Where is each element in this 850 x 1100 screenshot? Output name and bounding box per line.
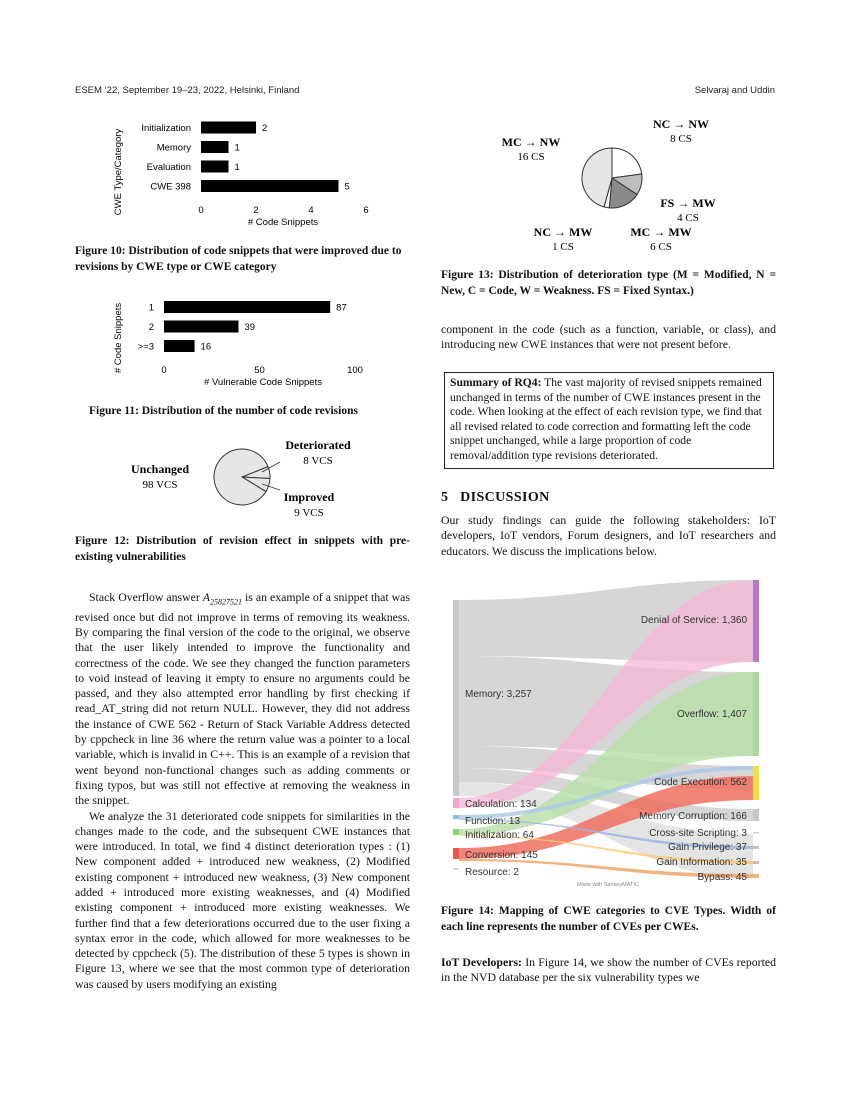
fig12-value-improved: 9 VCS	[294, 507, 324, 519]
left-column-text	[75, 590, 410, 992]
figure-12-pie	[110, 432, 370, 524]
summary-rq4-box	[444, 372, 774, 469]
fig14-target-node	[753, 861, 759, 864]
fig10-value-label: 1	[234, 142, 240, 154]
fig11-bar	[164, 321, 238, 333]
fig11-category-label: 2	[148, 322, 154, 333]
fig14-target-node	[753, 809, 759, 821]
fig13-slice-value: 16 CS	[517, 151, 545, 163]
paragraph-stack-overflow-example	[75, 590, 410, 809]
fig14-target-label: Code Execution: 562	[654, 777, 747, 788]
p1-after: is an example of a snippet that was revised once but did not improve in terms of removing its weakness. By comparing the final version of the code to the original, we observe that the user likely intended to improve the functionality and correctness of the code. We see they changed the function parameters to void instead of leaving it empty to ensure no arguments could be passed, and they also attempted error handling by first checking if read_AT_string did not return NULL. However, they did not address the instance of CWE 562 - Return of Stack Variable Address detected by cppcheck in line 36 where the return value was a pointer to a local variable, which is invalid in C++. This is an example of a revision that went beyond non-functional changes such as adding comments or fixing typos, but was still not effective at removing the weakness in the snippet.	[75, 590, 411, 808]
fig14-target-label: Bypass: 45	[697, 872, 747, 883]
fig10-category-label: CWE 398	[150, 181, 191, 193]
fig12-value-deteriorated: 8 VCS	[303, 455, 333, 467]
fig10-value-label: 1	[234, 162, 240, 173]
figure-10-caption: Figure 10: Distribution of code snippets that were improved due to revisions by CWE type or CWE category	[75, 245, 402, 273]
running-header-left: ESEM ’22, September 19–23, 2022, Helsinki, Finland	[75, 85, 300, 96]
fig11-category-label: >=3	[137, 341, 154, 353]
fig13-slice-value: 1 CS	[552, 241, 574, 253]
figure-14-sankey	[453, 578, 768, 890]
fig13-slice	[612, 148, 642, 178]
fig14-target-label: Gain Information: 35	[656, 857, 747, 868]
figure-11-chart	[75, 292, 415, 390]
fig10-bar	[201, 180, 339, 192]
fig12-label-improved: Improved	[283, 490, 335, 504]
fig11-y-axis-label: # Code Snippets	[113, 302, 124, 374]
fig14-target-node	[753, 846, 759, 849]
answer-ref	[202, 590, 242, 607]
fig11-category-label: 1	[148, 302, 154, 314]
fig10-tick-label: 4	[308, 205, 314, 216]
figure-14-caption: Figure 14: Mapping of CWE categories to CVE Types. Width of each line represents the number of CVEs per CWEs.	[441, 905, 776, 933]
fig10-tick-label: 0	[198, 205, 204, 216]
fig12-label-deteriorated: Deteriorated	[285, 438, 351, 452]
fig13-slice-label: NC → NW	[653, 117, 709, 131]
iot-developers-paragraph	[441, 955, 776, 986]
fig14-source-label: Initialization: 64	[465, 830, 534, 841]
fig14-target-label: Cross-site Scripting: 3	[649, 828, 747, 839]
fig11-bar	[164, 340, 195, 352]
fig12-label-unchanged: Unchanged	[130, 462, 190, 476]
fig10-category-label: Evaluation	[146, 162, 191, 173]
fig14-target-node	[753, 832, 759, 834]
fig10-category-label: Initialization	[141, 123, 191, 134]
fig10-category-label: Memory	[156, 142, 191, 154]
fig11-bar	[164, 301, 330, 313]
right-column-continuation: component in the code (such as a function, variable, or class), and introducing new CWE instances that were not present before.	[441, 322, 776, 352]
fig14-source-node	[453, 868, 459, 870]
fig12-value-unchanged: 98 VCS	[142, 479, 178, 491]
fig13-slice-label: MC → NW	[501, 135, 561, 149]
fig14-source-node	[453, 600, 459, 796]
figure-13-pie	[490, 112, 730, 254]
iot-developers-label: IoT Developers:	[441, 955, 522, 969]
fig14-target-label: Denial of Service: 1,360	[640, 615, 747, 626]
section-number: 5	[441, 490, 449, 505]
answer-ref-letter: A	[202, 590, 210, 604]
fig10-value-label: 5	[344, 181, 350, 193]
summary-label: Summary of RQ4:	[450, 376, 542, 389]
fig10-y-axis-label: CWE Type/Category	[113, 128, 124, 216]
fig10-bar	[201, 161, 229, 173]
fig14-source-label: Memory: 3,257	[465, 689, 532, 700]
fig11-value-label: 16	[200, 341, 212, 353]
fig14-target-node	[753, 672, 759, 756]
answer-ref-id: 25827521	[210, 597, 242, 607]
p1-before: Stack Overflow answer	[89, 590, 203, 604]
fig10-bar	[201, 122, 256, 134]
fig14-target-label: Memory Corruption: 166	[639, 811, 747, 822]
fig10-bar	[201, 141, 229, 153]
fig11-tick-label: 100	[347, 365, 363, 376]
fig11-value-label: 39	[244, 322, 256, 333]
section-title: DISCUSSION	[460, 490, 550, 505]
fig10-tick-label: 6	[363, 205, 369, 216]
figure-12-caption: Figure 12: Distribution of revision effect in snippets with pre-existing vulnerabilities	[75, 535, 410, 563]
fig14-source-label: Resource: 2	[465, 867, 519, 878]
fig13-slice-value: 8 CS	[670, 133, 692, 145]
section-heading	[441, 490, 550, 506]
figure-13-caption: Figure 13: Distribution of deterioration type (M = Modified, N = New, C = Code, W = Weakness. FS = Fixed Syntax.)	[441, 269, 776, 297]
fig14-target-label: Gain Privilege: 37	[668, 842, 747, 853]
fig10-x-axis-label: # Code Snippets	[247, 217, 319, 228]
fig14-target-node	[753, 766, 759, 800]
fig11-tick-label: 0	[161, 365, 167, 376]
fig13-slice-value: 4 CS	[677, 212, 699, 224]
fig13-slice-value: 6 CS	[650, 241, 672, 253]
fig13-slice-label: NC → MW	[533, 225, 593, 239]
fig10-tick-label: 2	[253, 205, 259, 216]
fig14-source-node	[453, 798, 459, 808]
discussion-intro: Our study findings can guide the following stakeholders: IoT developers, IoT vendors, Forum designers, and IoT researchers and educators. We discuss the implications below.	[441, 513, 776, 558]
fig14-target-label: Overflow: 1,407	[676, 709, 747, 720]
fig11-tick-label: 50	[254, 365, 265, 376]
fig14-target-node	[753, 580, 759, 662]
fig13-slice-label: FS → MW	[660, 196, 716, 210]
fig11-x-axis-label: # Vulnerable Code Snippets	[204, 377, 322, 388]
fig14-source-node	[453, 815, 459, 819]
fig14-source-label: Conversion: 145	[465, 850, 538, 861]
fig14-source-label: Function: 13	[465, 816, 521, 827]
figure-11-caption: Figure 11: Distribution of the number of code revisions	[89, 405, 358, 417]
fig14-target-node	[753, 874, 759, 878]
paragraph-deterioration-analysis: We analyze the 31 deteriorated code snippets for similarities in the changes made to the code, and the subsequent CWE instances that were introduced. In total, we find 4 distinct deterioration types : (1) New component added + introduced new weakness, (2) Modified existing component + introduced new weakness, (3) New component added + introduced more existing weaknesses, and (4) Modified existing component + introduced more existing weaknesses. We further find that a few deteriorations occurred due to the user fixing a syntax error in the code, which allowed for more weaknesses to be detected by cppcheck (5). The distribution of these 5 types is shown in Figure 13, where we see that the most common type of deterioration was caused by users modifying an existing	[75, 808, 410, 991]
fig14-source-node	[453, 829, 459, 835]
fig14-source-node	[453, 848, 459, 859]
fig13-slice-label: MC → MW	[630, 225, 692, 239]
fig14-source-label: Calculation: 134	[465, 799, 537, 810]
fig11-value-label: 87	[336, 302, 347, 314]
fig10-value-label: 2	[262, 123, 268, 134]
fig14-watermark: Made with SankeyMATIC	[577, 882, 639, 888]
iot-developers-body: In Figure 14, we show the number of CVEs reported in the NVD database per the six vulnerability types we	[441, 955, 776, 985]
figure-10-chart	[75, 112, 415, 234]
running-header-right: Selvaraj and Uddin	[694, 85, 775, 96]
summary-body: The vast majority of revised snippets remained unchanged in terms of the number of CWE instances present in the code. When looking at the effect of each revision type, we find that all revised related to code correction and formatting left the code snippet unchanged, while a large proportion of code removal/addition type revisions deteriorated.	[450, 376, 762, 462]
